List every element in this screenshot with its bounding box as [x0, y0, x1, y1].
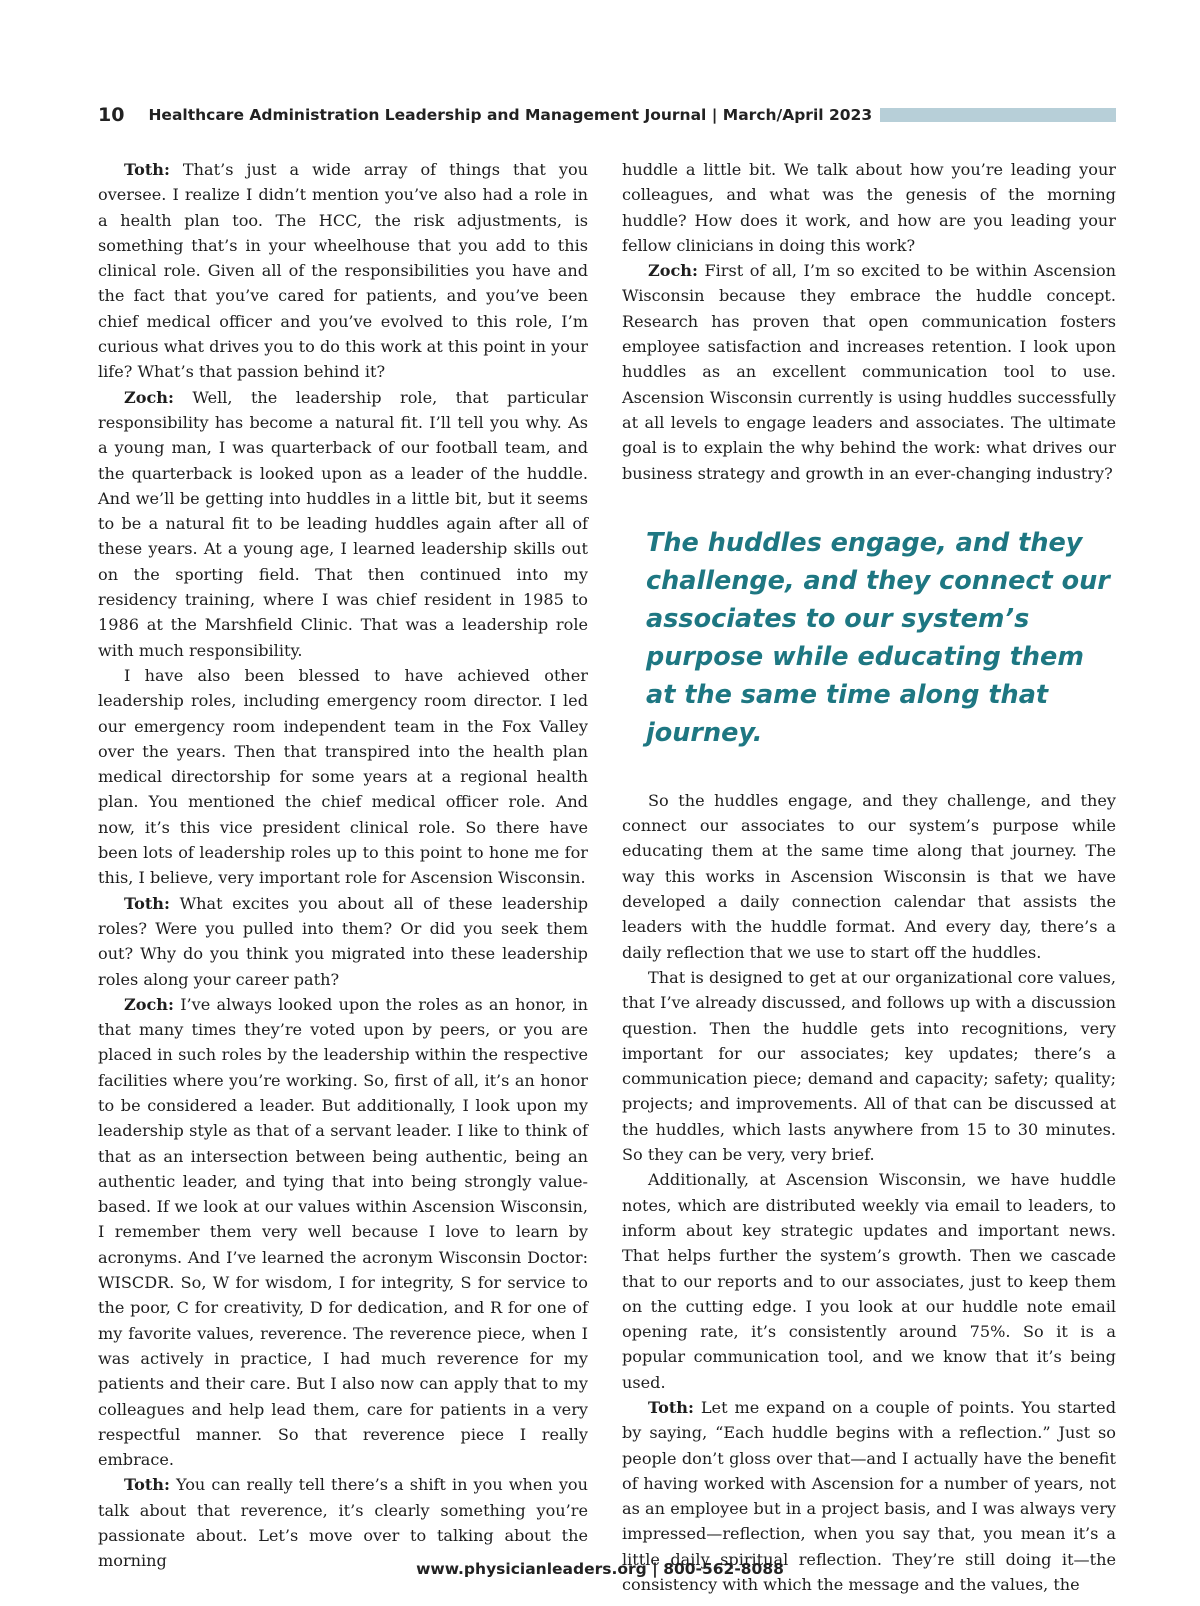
paragraph-text: You can really tell there’s a shift in you when you talk about that reverence, it’s clearly something you’re passionate about. Let’s move over to talking about the morning	[98, 1475, 588, 1571]
paragraph-text: Let me expand on a couple of points. You started by saying, “Each huddle begins with a reflection.” Just so people don’t gloss over that—and I actually have the benefit of having worked with Ascension for a number of years, not as an employee but in a project basis, and I was always very impressed—reflection, when you say that, you mean it’s a little daily spiritual reflection. They’re still doing it—the consistency with which the message and the values, the	[622, 1397, 1116, 1595]
speaker-label: Toth:	[124, 160, 170, 179]
paragraph	[98, 157, 588, 385]
paragraph	[98, 385, 588, 663]
paragraph	[622, 258, 1116, 486]
page-header	[98, 100, 1116, 130]
journal-title: Healthcare Administration Leadership and Management Journal | March/April 2023	[148, 106, 873, 124]
pull-quote: The huddles engage, and they challenge, and they connect our associates to our system’s purpose while educating them at the same time along that journey.	[646, 527, 1110, 748]
speaker-label: Zoch:	[648, 261, 698, 281]
paragraph: That is designed to get at our organizational core values, that I’ve already discussed, and follows up with a discussion question. Then the huddle gets into recognitions, very important for our associates; key updates; there’s a communication piece; demand and capacity; safety; quality; projects; and improvements. All of that can be discussed at the huddles, which lasts anywhere from 15 to 30 minutes. So they can be very, very brief.	[622, 967, 1116, 1165]
paragraph-text: Well, the leadership role, that particular responsibility has become a natural fit. I’ll tell you why. As a young man, I was quarterback of our football team, and the quarterback is looked upon as a leader of the huddle. And we’ll be getting into huddles in a little bit, but it seems to be a natural fit to be leading huddles again after all of these years. At a young age, I learned leadership skills out on the sporting field. That then continued into my residency training, where I was chief resident in 1985 to 1986 at the Marshfield Clinic. That was a leadership role with much responsibility.	[98, 387, 588, 660]
paragraph-text: That’s just a wide array of things that you oversee. I realize I didn’t mention you’ve also had a role in a health plan too. The HCC, the risk adjustments, is something that’s in your wheelhouse that you add to this clinical role. Given all of the responsibilities you have and the fact that you’ve cared for patients, and you’ve been chief medical officer and you’ve evolved to this role, I’m curious what drives you to do this work at this point in your life? What’s that passion behind it?	[98, 160, 588, 382]
right-column	[622, 157, 1116, 1597]
speaker-label: Toth:	[124, 1475, 170, 1495]
paragraph	[98, 891, 588, 992]
paragraph: I have also been blessed to have achieved other leadership roles, including emergency room director. I led our emergency room independent team in the Fox Valley over the years. Then that transpired into the health plan medical directorship for some years at a regional health plan. You mentioned the chief medical officer role. And now, it’s this vice president clinical role. So there have been lots of leadership roles up to this point to hone me for this, I believe, very important role for Ascension Wisconsin.	[98, 665, 588, 888]
page-number: 10	[98, 104, 125, 126]
paragraph: huddle a little bit. We talk about how you’re leading your colleagues, and what was the genesis of the morning huddle? How does it work, and how are you leading your fellow clinicians in doing this work?	[622, 160, 1116, 255]
left-column	[98, 157, 588, 1574]
paragraph-text: First of all, I’m so excited to be within Ascension Wisconsin because they embrace the huddle concept. Research has proven that open communication fosters employee satisfaction and increases retention. I look upon huddles as an excellent communication tool to use. Ascension Wisconsin currently is using huddles successfully at all levels to engage leaders and associates. The ultimate goal is to explain the why behind the work: what drives our business strategy and growth in an ever-changing industry?	[622, 261, 1116, 483]
speaker-label: Toth:	[648, 1397, 694, 1417]
paragraph	[98, 992, 588, 1473]
speaker-label: Toth:	[124, 893, 170, 913]
paragraph-text: I’ve always looked upon the roles as an honor, in that many times they’re voted upon by peers, or you are placed in such roles by the leadership within the respective facilities where you’re working. So, first of all, it’s an honor to be considered a leader. But additionally, I look upon my leadership style as that of a servant leader. I like to think of that as an intersection between being authentic, being an authentic leader, and tying that into being strongly value-based. If we look at our values within Ascension Wisconsin, I remember them very well because I love to learn by acronyms. And I’ve learned the acronym Wisconsin Doctor: WISCDR. So, W for wisdom, I for integrity, S for service to the poor, C for creativity, D for dedication, and R for one of my favorite values, reverence. The reverence piece, when I was actively in practice, I had much reverence for my patients and their care. But I also now can apply that to my colleagues and help lead them, care for patients in a very respectful manner. So that reverence piece I really embrace.	[98, 994, 588, 1470]
paragraph	[98, 1472, 588, 1573]
speaker-label: Zoch:	[124, 994, 174, 1014]
paragraph-text: What excites you about all of these leadership roles? Were you pulled into them? Or did you seek them out? Why do you think you migrated into these leadership roles along your career path?	[98, 893, 588, 989]
page-footer: www.physicianleaders.org | 800-562-8088	[416, 1560, 784, 1578]
paragraph: Additionally, at Ascension Wisconsin, we have huddle notes, which are distributed weekly via email to leaders, to inform about key strategic updates and important news. That helps further the system’s growth. Then we cascade that to our reports and to our associates, just to keep them on the cutting edge. I you look at our huddle note email opening rate, it’s consistently around 75%. So it is a popular communication tool, and we know that it’s being used.	[622, 1170, 1116, 1392]
paragraph: So the huddles engage, and they challenge, and they connect our associates to our system’s purpose while educating them at the same time along that journey. The way this works in Ascension Wisconsin is that we have developed a daily connection calendar that assists the leaders with the huddle format. And every day, there’s a daily reflection that we use to start off the huddles.	[622, 790, 1116, 962]
header-rule	[880, 108, 1116, 122]
speaker-label: Zoch:	[124, 387, 174, 407]
